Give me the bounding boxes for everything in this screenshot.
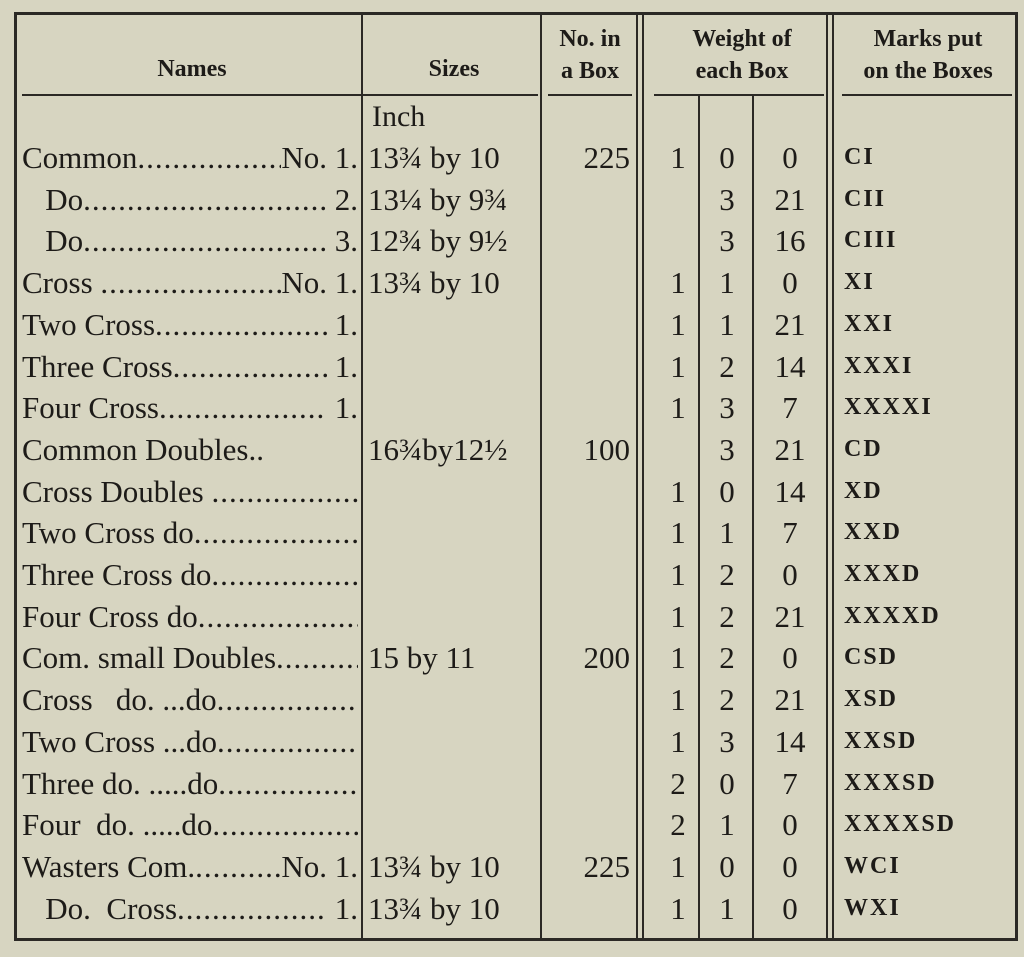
weight-qr-cell: 3 xyxy=(719,390,735,426)
leader-dots xyxy=(159,387,327,429)
item-name: Two Cross xyxy=(22,306,156,342)
count-cell: 100 xyxy=(583,431,630,467)
name-cell xyxy=(22,512,358,554)
weight-qr-cell: 0 xyxy=(719,848,735,884)
item-number: 1. xyxy=(327,348,358,384)
weight-lb-cell: 0 xyxy=(782,640,798,676)
weight-qr-cell: 1 xyxy=(719,515,735,551)
count-cell: 225 xyxy=(583,140,630,175)
weight-cwt-cell xyxy=(657,429,699,471)
item-name: Four Cross do xyxy=(22,598,198,634)
weight-cwt-cell: 1 xyxy=(670,390,686,426)
name-cell xyxy=(22,596,358,638)
name-cell xyxy=(22,220,358,262)
weight-cwt-cell: 1 xyxy=(670,682,686,718)
mark-cell: CIII xyxy=(844,227,898,254)
item-number: No. 1. xyxy=(281,265,358,301)
size-cell: 13¾ by 10 xyxy=(368,265,500,301)
size-cell xyxy=(368,721,534,763)
count-cell xyxy=(546,346,630,388)
item-name: Wasters Com. xyxy=(22,848,196,884)
header-marks-line1: Marks put xyxy=(873,26,983,52)
leader-dots xyxy=(198,596,358,638)
name-cell xyxy=(22,179,358,221)
size-cell xyxy=(368,304,534,346)
weight-lb-cell: 7 xyxy=(782,515,798,551)
weight-qr-cell: 3 xyxy=(719,723,735,759)
weight-lb-cell: 0 xyxy=(782,848,798,884)
weight-qr-cell: 1 xyxy=(719,306,735,342)
mark-cell: XD xyxy=(844,477,883,504)
size-cell xyxy=(368,763,534,805)
header-sizes: Sizes xyxy=(428,56,480,82)
count-cell xyxy=(546,721,630,763)
item-number: 1. xyxy=(327,890,358,926)
sizes-count-rule xyxy=(540,14,542,938)
leader-dots xyxy=(100,262,281,304)
header-rule-3 xyxy=(654,94,824,96)
count-cell xyxy=(546,679,630,721)
mark-cell: XXXD xyxy=(844,561,922,587)
weight-lb-cell: 7 xyxy=(782,765,798,801)
size-cell: 13¾ by 10 xyxy=(368,140,500,175)
weight-cwt-cell: 1 xyxy=(670,640,686,676)
name-cell xyxy=(22,304,358,346)
item-name: Do xyxy=(22,181,84,217)
mark-cell: XXXSD xyxy=(844,769,937,796)
header-marks-line2: on the Boxes xyxy=(863,58,993,84)
mark-cell: XSD xyxy=(844,686,899,713)
leader-dots xyxy=(212,804,358,846)
count-cell xyxy=(546,304,630,346)
name-cell xyxy=(22,679,358,721)
size-cell: 13¾ by 10 xyxy=(368,890,500,926)
top-rule xyxy=(14,12,1018,15)
item-name: Do. Cross xyxy=(22,890,178,926)
item-number: 3. xyxy=(327,223,358,259)
mark-cell: XXXXD xyxy=(844,602,941,629)
count-weight-rule-a xyxy=(636,14,638,938)
leader-dots xyxy=(218,763,358,805)
count-cell xyxy=(546,888,630,930)
count-cell xyxy=(546,554,630,596)
weight-qr-cell: 2 xyxy=(719,682,735,718)
count-cell xyxy=(546,387,630,429)
item-name: Cross do. ...do xyxy=(22,682,217,718)
mark-cell: XXXI xyxy=(844,352,914,379)
weight-qr-cell: 0 xyxy=(719,765,735,801)
mark-cell: CI xyxy=(844,144,875,170)
weight-cwt-cell: 1 xyxy=(670,265,686,301)
leader-dots xyxy=(276,637,358,679)
item-number: 1. xyxy=(327,306,358,342)
weight-cwt-cell: 1 xyxy=(670,473,686,509)
weight-qr-cell: 2 xyxy=(719,557,735,592)
item-name: Four Cross xyxy=(22,390,159,426)
size-cell xyxy=(368,596,534,638)
count-cell xyxy=(546,512,630,554)
weight-lb-cell: 21 xyxy=(774,306,806,342)
weight-cwt-cell xyxy=(657,220,699,262)
weight-cwt-cell: 1 xyxy=(670,515,686,551)
leader-dots xyxy=(83,179,327,221)
size-cell: 13¼ by 9¾ xyxy=(368,181,508,217)
mark-cell: XXI xyxy=(844,310,895,337)
weight-rule-2 xyxy=(752,96,754,938)
header-weight-line2: each Box xyxy=(695,58,789,84)
weight-cwt-cell: 1 xyxy=(670,140,686,175)
mark-cell: XXXXSD xyxy=(844,811,957,838)
size-cell: 15 by 11 xyxy=(368,640,476,676)
weight-lb-cell: 0 xyxy=(782,265,798,301)
weight-lb-cell: 16 xyxy=(774,223,806,259)
item-name: Common xyxy=(22,140,138,175)
leader-dots xyxy=(155,304,327,346)
count-cell xyxy=(546,262,630,304)
count-weight-rule-b xyxy=(642,14,644,938)
leader-dots xyxy=(173,346,327,388)
item-name: Three Cross xyxy=(22,348,173,384)
header-rule-2 xyxy=(548,94,632,96)
item-name: Three Cross do xyxy=(22,557,212,592)
weight-qr-cell: 3 xyxy=(719,223,735,259)
count-cell xyxy=(546,804,630,846)
count-cell xyxy=(546,220,630,262)
item-name: Common Doubles.. xyxy=(22,431,264,467)
mark-cell: XXD xyxy=(844,519,902,546)
name-cell xyxy=(22,346,358,388)
header-no-in-box-line2: a Box xyxy=(560,58,619,84)
bottom-rule xyxy=(14,938,1018,941)
weight-lb-cell: 21 xyxy=(774,181,806,217)
weight-lb-cell: 7 xyxy=(782,390,798,426)
header-names: Names xyxy=(157,56,227,82)
leader-dots xyxy=(177,888,327,930)
weight-cwt-cell: 2 xyxy=(670,807,686,843)
weight-qr-cell: 2 xyxy=(719,598,735,634)
weight-qr-cell: 1 xyxy=(719,807,735,843)
weight-cwt-cell: 1 xyxy=(670,598,686,634)
name-cell xyxy=(22,804,358,846)
size-cell: 16¾by12½ xyxy=(368,431,508,467)
leader-dots xyxy=(217,721,358,763)
leader-dots xyxy=(211,471,358,513)
item-name: Do xyxy=(22,223,84,259)
name-cell xyxy=(22,721,358,763)
name-cell xyxy=(22,387,358,429)
item-name: Four do. .....do xyxy=(22,807,213,843)
count-cell: 200 xyxy=(583,640,630,676)
item-name: Cross Doubles xyxy=(22,473,212,509)
name-cell xyxy=(22,763,358,805)
name-cell xyxy=(22,429,358,471)
weight-qr-cell: 1 xyxy=(719,265,735,301)
names-sizes-rule xyxy=(361,14,363,938)
name-cell xyxy=(22,637,358,679)
mark-cell: CSD xyxy=(844,644,899,671)
mark-cell: CD xyxy=(844,435,883,462)
count-cell xyxy=(546,179,630,221)
item-number: 2. xyxy=(327,181,358,217)
size-cell xyxy=(368,471,534,513)
size-cell: 13¾ by 10 xyxy=(368,848,500,884)
weight-lb-cell: 14 xyxy=(774,348,806,384)
weight-lb-cell: 14 xyxy=(774,723,806,759)
size-cell: 12¾ by 9½ xyxy=(368,223,508,259)
size-cell xyxy=(368,346,534,388)
name-cell xyxy=(22,554,358,596)
weight-lb-cell: 0 xyxy=(782,140,798,175)
header-weight-line1: Weight of xyxy=(692,26,792,52)
item-name: Com. small Doubles xyxy=(22,640,277,676)
weight-qr-cell: 3 xyxy=(719,181,735,217)
leader-dots xyxy=(83,220,327,262)
leader-dots xyxy=(137,137,281,179)
mark-cell: XI xyxy=(844,269,875,296)
item-number: 1. xyxy=(327,390,358,426)
weight-cwt-cell: 1 xyxy=(670,723,686,759)
leader-dots xyxy=(217,679,358,721)
weight-qr-cell: 0 xyxy=(719,140,735,175)
name-cell xyxy=(22,846,358,888)
weight-cwt-cell: 2 xyxy=(670,765,686,801)
leader-dots xyxy=(195,846,281,888)
weight-rule-1 xyxy=(698,96,700,938)
leader-dots xyxy=(211,554,358,596)
mark-cell: WXI xyxy=(844,894,901,921)
size-cell xyxy=(368,554,534,596)
weight-lb-cell: 0 xyxy=(782,557,798,592)
weight-cwt-cell: 1 xyxy=(670,306,686,342)
leader-dots xyxy=(194,512,358,554)
weight-cwt-cell: 1 xyxy=(670,890,686,926)
count-cell: 225 xyxy=(583,848,630,884)
name-cell xyxy=(22,262,358,304)
weight-marks-rule-a xyxy=(826,14,828,938)
weight-lb-cell: 0 xyxy=(782,807,798,843)
weight-lb-cell: 21 xyxy=(774,598,806,634)
weight-lb-cell: 21 xyxy=(774,431,806,467)
weight-qr-cell: 2 xyxy=(719,640,735,676)
item-name: Two Cross ...do xyxy=(22,723,218,759)
count-cell xyxy=(546,471,630,513)
weight-marks-rule-b xyxy=(832,14,834,938)
size-cell xyxy=(368,679,534,721)
weight-lb-cell: 21 xyxy=(774,682,806,718)
count-cell xyxy=(546,596,630,638)
item-name: Two Cross do xyxy=(22,515,194,551)
size-cell xyxy=(368,512,534,554)
weight-qr-cell: 3 xyxy=(719,431,735,467)
mark-cell: XXXXI xyxy=(844,394,933,421)
item-name: Three do. .....do xyxy=(22,765,219,801)
name-cell xyxy=(22,471,358,513)
header-rule-1 xyxy=(22,94,538,96)
name-cell xyxy=(22,137,358,179)
weight-cwt-cell: 1 xyxy=(670,557,686,592)
name-cell xyxy=(22,888,358,930)
weight-cwt-cell: 1 xyxy=(670,848,686,884)
header-rule-4 xyxy=(842,94,1012,96)
weight-qr-cell: 2 xyxy=(719,348,735,384)
weight-qr-cell: 1 xyxy=(719,890,735,926)
header-no-in-box-line1: No. in xyxy=(559,26,621,52)
left-rule xyxy=(14,12,17,940)
item-name: Cross xyxy=(22,265,101,301)
weight-cwt-cell: 1 xyxy=(670,348,686,384)
right-rule xyxy=(1015,12,1018,940)
count-cell xyxy=(546,763,630,805)
weight-cwt-cell xyxy=(657,179,699,221)
size-cell xyxy=(368,804,534,846)
size-cell xyxy=(368,387,534,429)
weight-lb-cell: 0 xyxy=(782,890,798,926)
weight-qr-cell: 0 xyxy=(719,473,735,509)
item-number: No. 1. xyxy=(281,848,358,884)
mark-cell: WCI xyxy=(844,852,901,879)
size-unit-label: Inch xyxy=(372,100,426,133)
mark-cell: CII xyxy=(844,185,887,212)
mark-cell: XXSD xyxy=(844,727,918,754)
item-number: No. 1. xyxy=(281,140,358,175)
weight-lb-cell: 14 xyxy=(774,473,806,509)
